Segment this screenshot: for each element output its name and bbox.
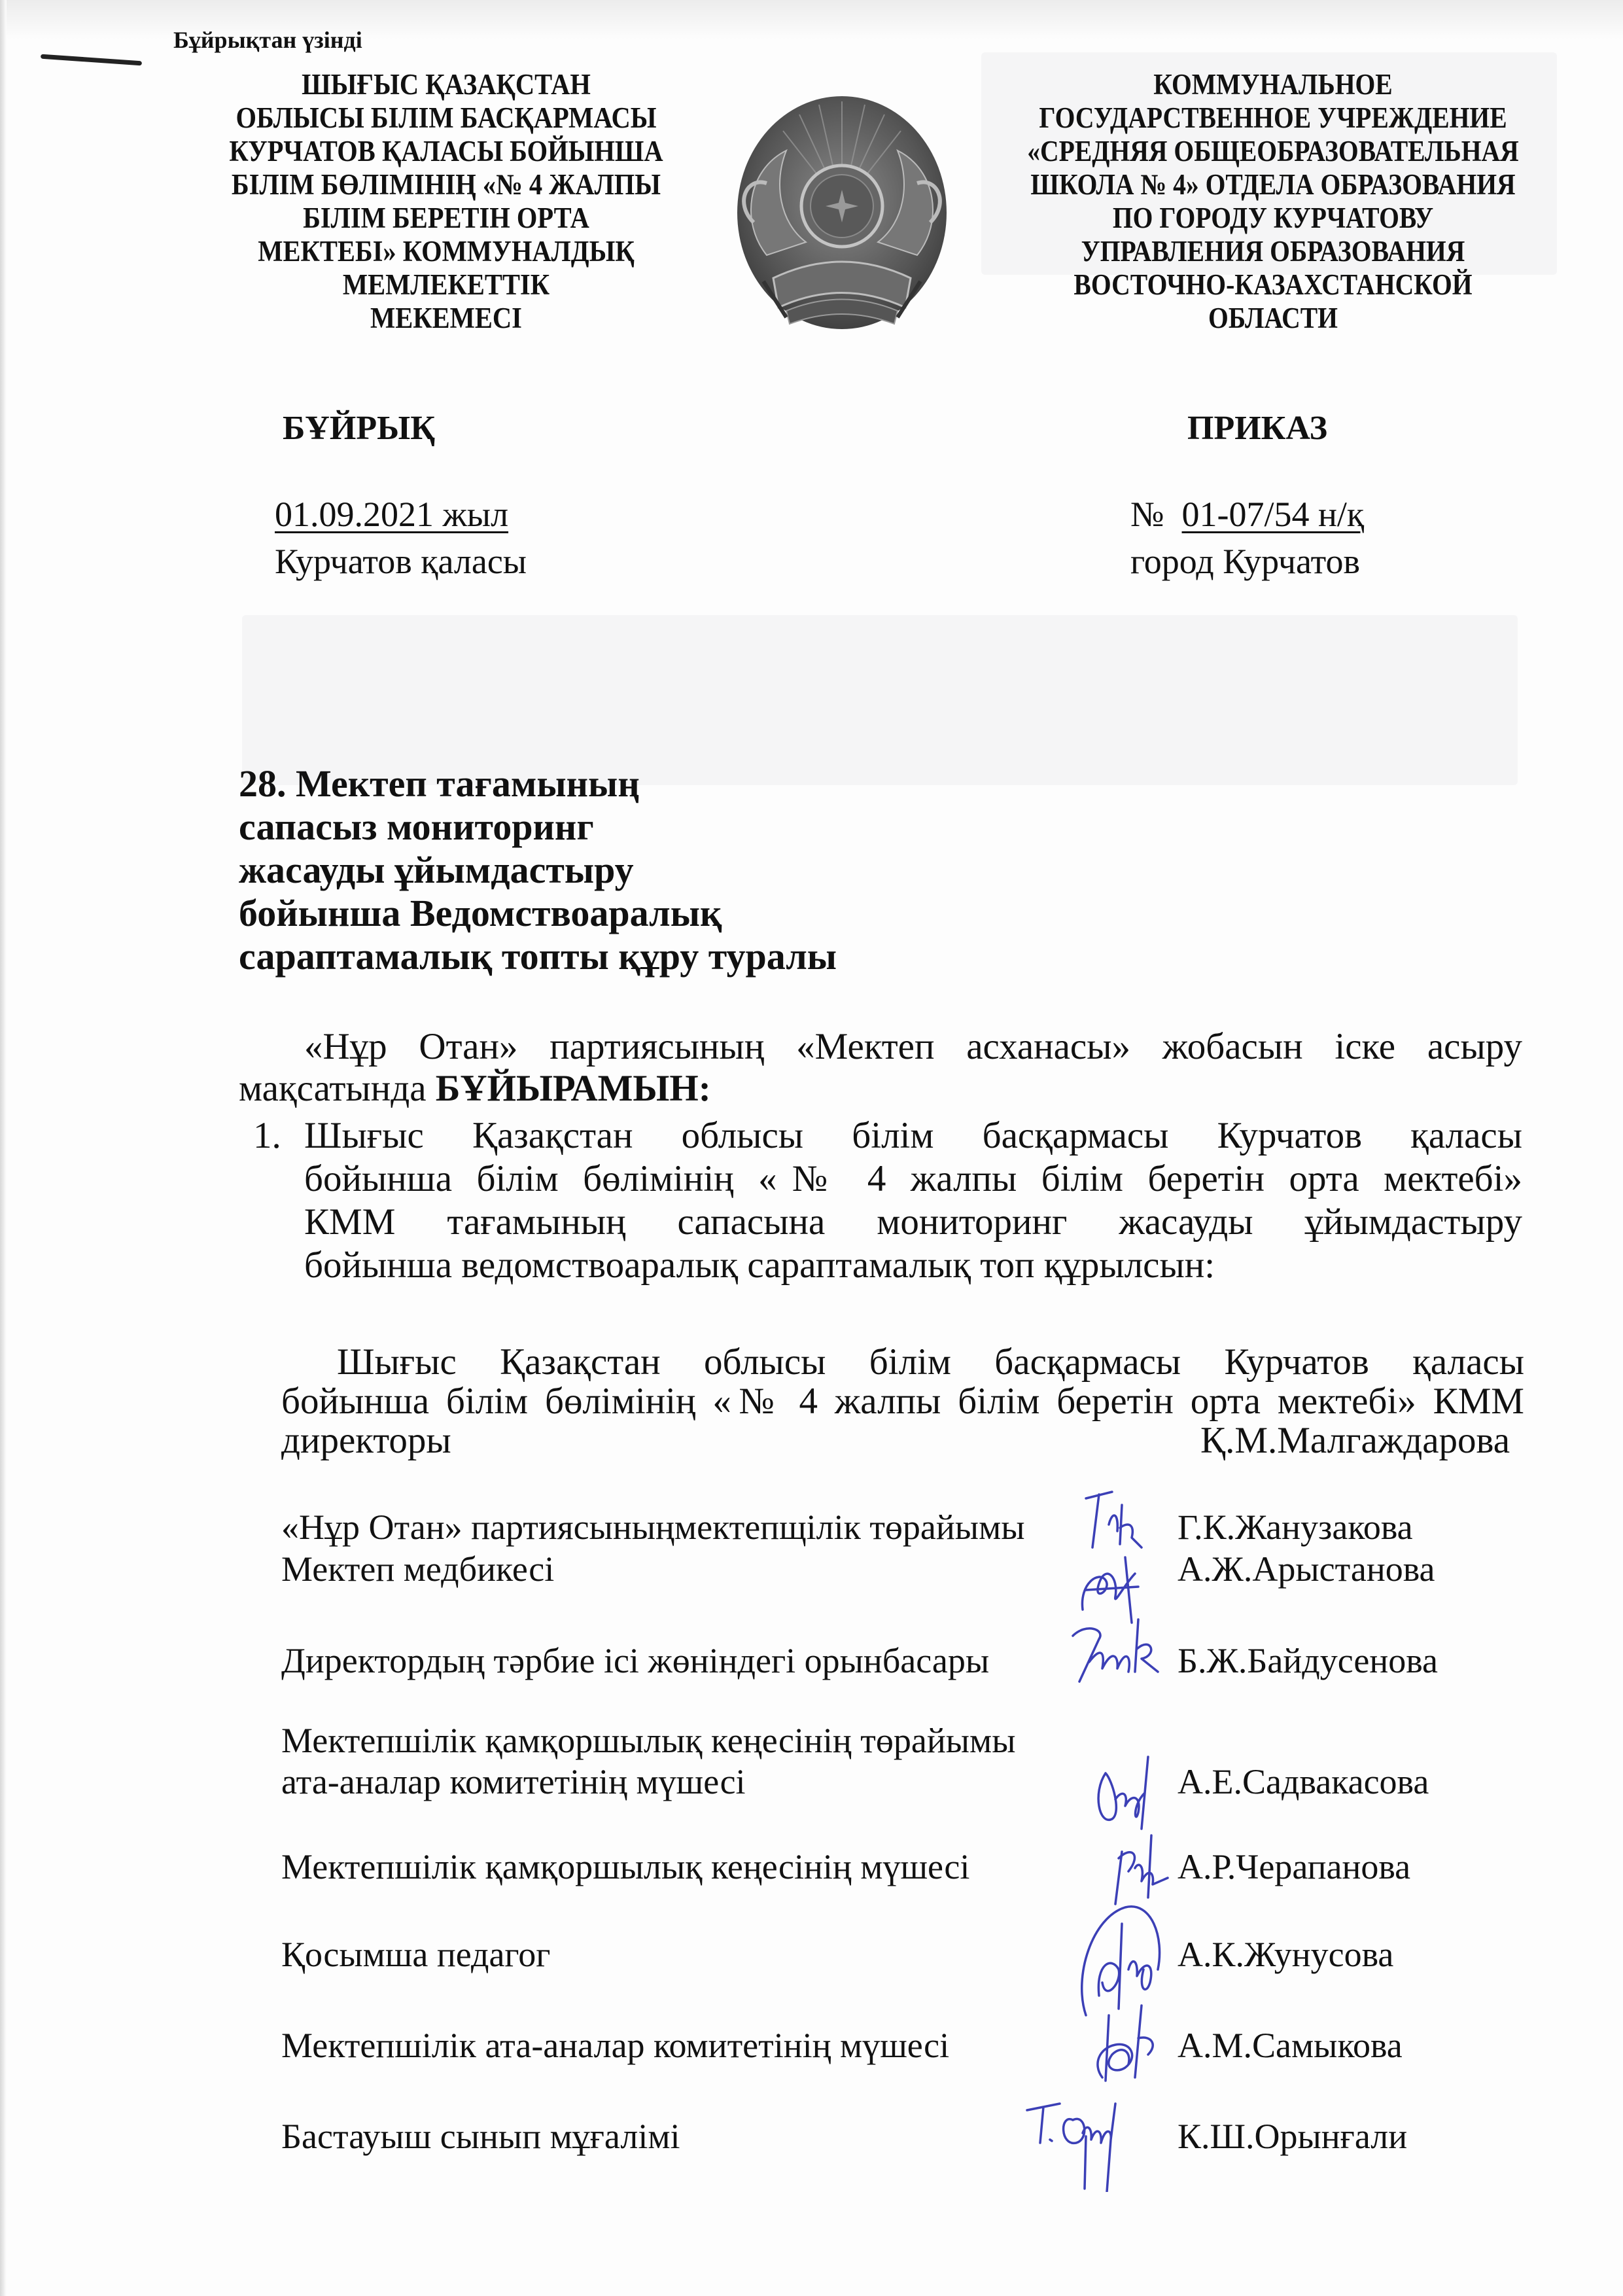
header-kazakh [211,68,682,335]
item-line: Шығыс Қазақстан облысы білім басқармасы Курчатов қаласы [304,1115,1522,1156]
item-number: 1. [253,1115,281,1156]
order-word-russian: ПРИКАЗ [1187,410,1328,447]
header-russian [1014,68,1532,335]
director-line: Шығыс Қазақстан облысы білім басқармасы Курчатов қаласы [337,1341,1524,1383]
member-role: Мектеп медбикесі [281,1549,555,1589]
header-russian-line: ШКОЛА № 4» ОТДЕЛА ОБРАЗОВАНИЯ [1030,168,1516,201]
order-number-block [1130,491,1364,585]
member-role: Мектепшілік ата-аналар комитетінің мүшесі [281,2026,950,2065]
extract-label: Бұйрықтан үзінді [173,27,362,53]
city-russian: город Курчатов [1130,542,1360,581]
signature-samykova [1086,2002,1164,2087]
member-role: «Нұр Отан» партиясыныңмектепщілік төрайымы [281,1508,1025,1547]
number-sign: № [1130,495,1164,534]
order-command: БҰЙЫРАМЫН: [435,1068,711,1109]
show-through-bleed [242,615,1518,785]
header-kazakh-line: ОБЛЫСЫ БІЛІМ БАСҚАРМАСЫ [236,101,657,134]
header-russian-line: ПО ГОРОДУ КУРЧАТОВУ [1112,202,1434,234]
signature-oryngali [1021,2094,1138,2192]
header-russian-line: «СРЕДНЯЯ ОБЩЕОБРАЗОВАТЕЛЬНАЯ [1027,135,1519,168]
order-title-line: бойынша Ведомствоаралық [239,892,722,934]
member-role: Мектепшілік қамқоршылық кеңесінің төрайымы [281,1721,1016,1760]
order-title-line: жасауды ұйымдастыру [239,849,634,891]
order-number: 01-07/54 н/қ [1181,495,1365,534]
item-text [304,1115,1522,1288]
header-russian-line: ОБЛАСТИ [1208,302,1338,334]
city-kazakh: Курчатов қаласы [275,542,527,581]
member-role: Мектепшілік қамқоршылық кеңесінің мүшесі [281,1847,970,1886]
member-name: А.К.Жунусова [1178,1935,1394,1974]
director-name: Қ.М.Малгаждарова [1200,1420,1510,1461]
header-kazakh-line: МЕКТЕБІ» КОММУНАЛДЫҚ [258,235,635,268]
member-name: Б.Ж.Байдусенова [1178,1641,1438,1680]
order-title-line: 28. Мектеп тағамының [239,762,640,805]
state-emblem-icon [727,92,956,340]
preamble-text: мақсатында [239,1068,436,1109]
member-name: А.М.Самыкова [1178,2026,1403,2065]
member-role: Қосымша педагог [281,1935,551,1974]
member-name: А.Ж.Арыстанова [1178,1549,1435,1589]
preamble-paragraph [239,1026,1522,1110]
director-line: бойынша білім бөлімінің «№ 4 жалпы білім беретін орта мектебі» КММ [281,1381,1524,1422]
item-line: бойынша ведомствоаралық сараптамалық топ құрылсын: [304,1245,1215,1286]
member-name: К.Ш.Орынғали [1178,2117,1408,2156]
member-role: ата-аналар комитетінің мүшесі [281,1762,746,1801]
header-russian-line: УПРАВЛЕНИЯ ОБРАЗОВАНИЯ [1081,235,1465,268]
signature-sadvakasova [1086,1754,1164,1832]
item-line: КММ тағамының сапасына мониторинг жасауды ұйымдастыру [304,1201,1522,1243]
item-line: бойынша білім бөлімінің «№ 4 жалпы білім беретін орта мектебі» [304,1158,1522,1199]
header-kazakh-line: МЕМЛЕКЕТТІК [342,268,550,301]
director-signature-line [281,1420,1524,1459]
director-role: директоры [281,1420,451,1461]
header-kazakh-line: КУРЧАТОВ ҚАЛАСЫ БОЙЫНША [229,135,663,168]
scan-shadow-left [0,0,7,2296]
preamble-line [239,1068,1522,1110]
header-kazakh-line: БІЛІМ БӨЛІМІНІҢ «№ 4 ЖАЛПЫ [231,168,661,201]
order-date-block [275,491,527,585]
header-kazakh-line: ШЫҒЫС ҚАЗАҚСТАН [302,68,591,101]
order-title-line: сапасыз мониторинг [239,805,594,848]
order-title-line: сараптамалық топты құру туралы [239,935,837,978]
order-word-kazakh: БҰЙРЫҚ [283,410,435,447]
member-name: А.Е.Садвакасова [1178,1762,1429,1801]
director-entry [281,1341,1524,1459]
header-kazakh-line: МЕКЕМЕСІ [370,302,522,334]
order-date: 01.09.2021 жыл [275,495,509,534]
member-name: А.Р.Черапанова [1178,1847,1411,1886]
header-russian-line: ВОСТОЧНО-КАЗАХСТАНСКОЙ [1073,268,1473,301]
member-role: Бастауыш сынып мұғалімі [281,2117,680,2156]
pen-mark [41,54,142,66]
order-title [239,762,837,978]
preamble-line: «Нұр Отан» партиясының «Мектеп асханасы» жобасын іске асыру [304,1026,1522,1067]
header-russian-line: КОММУНАЛЬНОЕ [1153,68,1393,101]
header-kazakh-line: БІЛІМ БЕРЕТІН ОРТА [303,202,589,234]
member-name: Г.К.Жанузакова [1178,1508,1413,1547]
signature-baidusenova [1060,1610,1164,1688]
member-role: Директордың тәрбие ісі жөніндегі орынбасары [281,1641,990,1680]
header-russian-line: ГОСУДАРСТВЕННОЕ УЧРЕЖДЕНИЕ [1039,101,1507,134]
